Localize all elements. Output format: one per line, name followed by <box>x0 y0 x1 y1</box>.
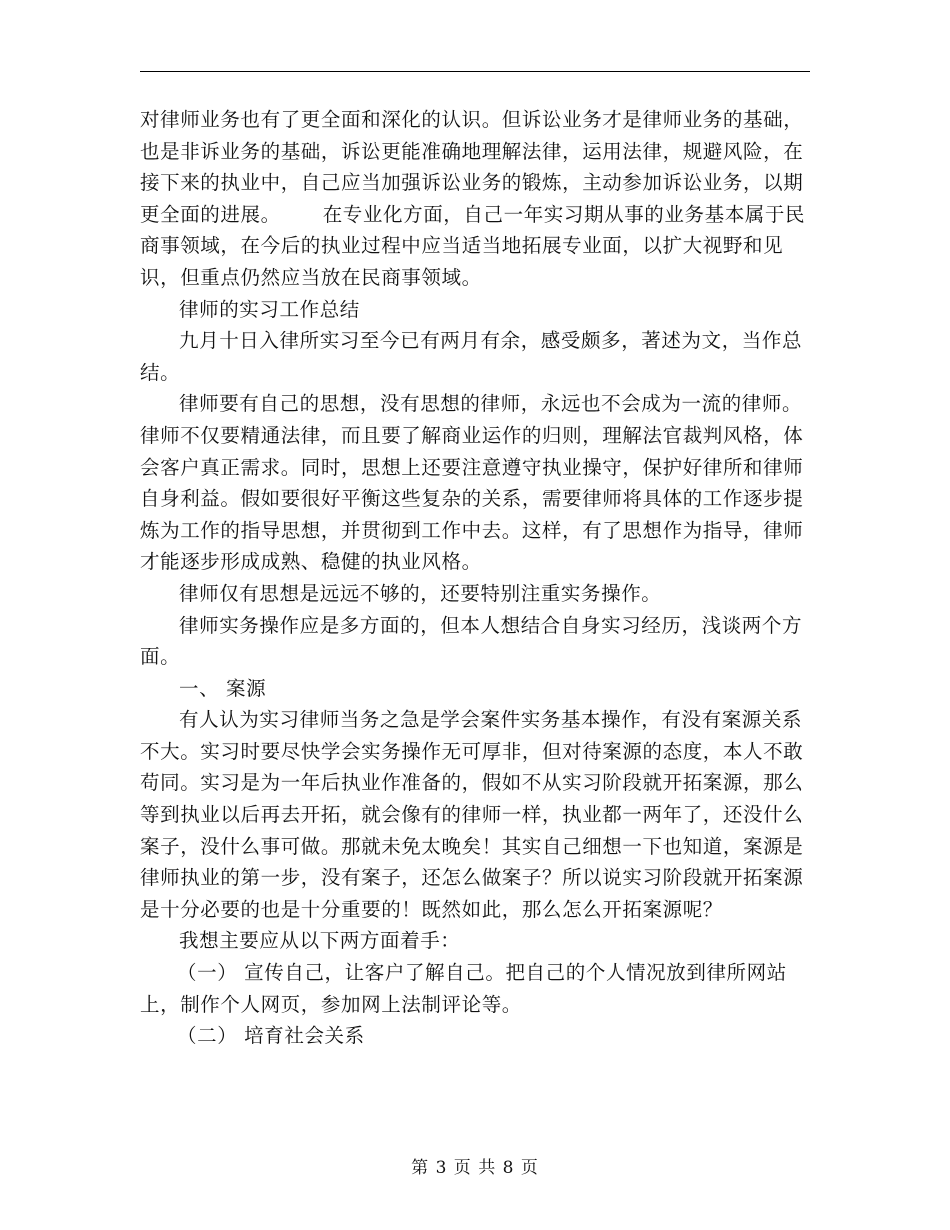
paragraph-thought: 律师要有自己的思想，没有思想的律师，永远也不会成为一流的律师。律师不仅要精通法律，而且要了解商业运作的归则，理解法官裁判风格，体会客户真正需求。同时，思想上还要注意遵守执业操守，保护好律所和律师自身利益。假如要很好平衡这些复杂的关系，需要律师将具体的工作逐步提炼为工作的指导思想，并贯彻到工作中去。这样，有了思想作为指导，律师才能逐步形成成熟、稳健的执业风格。 <box>140 392 804 574</box>
page-footer: 第 3 页 共 8 页 <box>411 1158 539 1178</box>
sub-item-promote-self: （一） 宣传自己，让客户了解自己。把自己的个人情况放到律所网站上，制作个人网页，参加网上法制评论等。 <box>140 961 787 1016</box>
section-title: 律师的实习工作总结 <box>179 297 360 321</box>
heading-case-source: 一、 案源 <box>179 676 267 700</box>
continuation-part-a: 对律师业务也有了更全面和深化的认识。但诉讼业务才是律师业务的基础，也是非诉业务的基础，诉讼更能准确地理解法律，运用法律，规避风险，在接下来的执业中，自己应当加强诉讼业务的锻炼，主动参加诉讼业务，以期更全面的进展。 <box>140 108 804 226</box>
document-body <box>140 104 808 1052</box>
paragraph-two-aspects: 律师实务操作应是多方面的，但本人想结合自身实习经历，浅谈两个方面。 <box>140 613 803 669</box>
sub-item-social-relations: （二） 培育社会关系 <box>177 1024 365 1048</box>
paragraph-case-source: 有人认为实习律师当务之急是学会案件实务基本操作，有没有案源关系不大。实习时要尽快学会实务操作无可厚非，但对待案源的态度，本人不敢苟同。实习是为一年后执业作准备的，假如不从实习阶段就开拓案源，那么等到执业以后再去开拓，就会像有的律师一样，执业都一两年了，还没什么案子，没什么事可做。那就未免太晚矣！其实自己细想一下也知道，案源是律师执业的第一步，没有案子，还怎么做案子？所以说实习阶段就开拓案源是十分必要的也是十分重要的！既然如此，那么怎么开拓案源呢？ <box>140 708 804 921</box>
paragraph-practice: 律师仅有思想是远远不够的，还要特别注重实务操作。 <box>179 581 662 605</box>
paragraph-intro: 九月十日入律所实习至今已有两月有余，感受颇多，著述为文，当作总结。 <box>140 329 803 384</box>
continuation-paragraph <box>140 104 808 294</box>
header-rule <box>140 71 810 72</box>
paragraph-two-ways: 我想主要应从以下两方面着手： <box>179 929 461 953</box>
continuation-part-b: 在专业化方面，自己一年实习期从事的业务基本属于民商事领域，在今后的执业过程中应当适当地拓展专业面，以扩大视野和见识，但重点仍然应当放在民商事领域。 <box>140 202 806 289</box>
